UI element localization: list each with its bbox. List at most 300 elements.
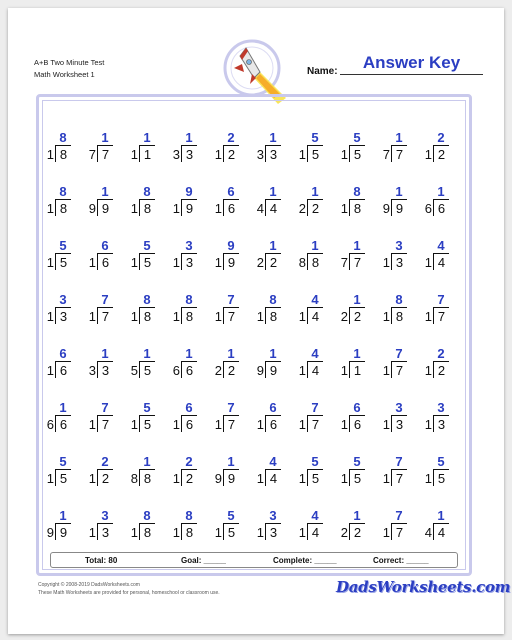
division-problem [382, 128, 412, 168]
quotient-answer: 1 [395, 130, 403, 145]
division-problem [46, 344, 76, 384]
division-problem [256, 290, 286, 330]
dividend: 5 [311, 147, 320, 162]
division-problem [298, 236, 328, 276]
quotient-answer: 8 [59, 184, 67, 199]
dividend: 7 [101, 309, 110, 324]
copyright-notice [38, 581, 220, 597]
dividend: 3 [185, 147, 194, 162]
dividend: 7 [395, 471, 404, 486]
divisor: 1 [88, 525, 96, 540]
division-problem [46, 398, 76, 438]
dividend: 2 [227, 363, 236, 378]
dividend: 8 [185, 525, 194, 540]
quotient-answer: 7 [395, 454, 403, 469]
dividend: 4 [269, 471, 278, 486]
dividend: 1 [143, 147, 152, 162]
divisor: 1 [256, 525, 264, 540]
dividend: 6 [185, 417, 194, 432]
quotient-answer: 4 [269, 454, 277, 469]
division-problem [130, 236, 160, 276]
division-problem [382, 452, 412, 492]
dividend: 8 [395, 309, 404, 324]
quotient-answer: 1 [59, 400, 67, 415]
copyright-line: Copyright © 2008-2019 DadsWorksheets.com [38, 582, 140, 588]
divisor: 1 [172, 471, 180, 486]
dividend: 3 [269, 525, 278, 540]
division-problem [424, 452, 454, 492]
name-label: Name: [307, 66, 338, 77]
division-problem [298, 398, 328, 438]
divisor: 3 [172, 147, 180, 162]
divisor: 1 [46, 471, 54, 486]
divisor: 1 [88, 417, 96, 432]
division-problem [256, 344, 286, 384]
dividend: 8 [353, 201, 362, 216]
division-problem [172, 344, 202, 384]
division-problem [382, 236, 412, 276]
divisor: 7 [382, 147, 390, 162]
quotient-answer: 1 [227, 346, 235, 361]
quotient-answer: 1 [395, 184, 403, 199]
dividend: 2 [269, 255, 278, 270]
division-problem [172, 398, 202, 438]
divisor: 1 [382, 255, 390, 270]
division-problem [172, 452, 202, 492]
quotient-answer: 5 [59, 454, 67, 469]
divisor: 1 [130, 309, 138, 324]
dividend: 9 [395, 201, 404, 216]
divisor: 1 [88, 471, 96, 486]
division-problem [214, 128, 244, 168]
dividend: 8 [143, 309, 152, 324]
divisor: 9 [214, 471, 222, 486]
dividend: 5 [143, 255, 152, 270]
divisor: 1 [172, 201, 180, 216]
problem-row [43, 290, 466, 344]
division-problem [340, 236, 370, 276]
divisor: 3 [88, 363, 96, 378]
divisor: 3 [256, 147, 264, 162]
dividend: 7 [353, 255, 362, 270]
division-problem [46, 182, 76, 222]
divisor: 2 [214, 363, 222, 378]
quotient-answer: 2 [437, 346, 445, 361]
divisor: 1 [298, 471, 306, 486]
division-problem [130, 506, 160, 546]
division-problem [214, 290, 244, 330]
complete-field[interactable]: Complete: _____ [273, 556, 337, 565]
worksheet-title: A+B Two Minute Test [34, 58, 105, 67]
divisor: 1 [172, 255, 180, 270]
divisor: 1 [214, 201, 222, 216]
divisor: 1 [424, 363, 432, 378]
dividend: 6 [437, 201, 446, 216]
dividend: 3 [59, 309, 68, 324]
division-problem [214, 452, 244, 492]
division-problem [340, 182, 370, 222]
division-problem [256, 506, 286, 546]
quotient-answer: 1 [143, 346, 151, 361]
divisor: 9 [46, 525, 54, 540]
dividend: 1 [353, 363, 362, 378]
division-problem [172, 128, 202, 168]
divisor: 1 [130, 525, 138, 540]
dividend: 5 [143, 363, 152, 378]
quotient-answer: 3 [59, 292, 67, 307]
divisor: 1 [256, 471, 264, 486]
quotient-answer: 1 [59, 508, 67, 523]
divisor: 1 [298, 147, 306, 162]
divisor: 4 [256, 201, 264, 216]
quotient-answer: 7 [437, 292, 445, 307]
division-problem [340, 398, 370, 438]
dividend: 9 [227, 255, 236, 270]
quotient-answer: 1 [437, 508, 445, 523]
dividend: 4 [437, 255, 446, 270]
division-problem [46, 236, 76, 276]
quotient-answer: 5 [59, 238, 67, 253]
dividend: 4 [311, 363, 320, 378]
dividend: 6 [269, 417, 278, 432]
division-problem [298, 506, 328, 546]
divisor: 1 [298, 363, 306, 378]
divisor: 1 [46, 201, 54, 216]
division-problem [256, 398, 286, 438]
dividend: 7 [395, 525, 404, 540]
divisor: 9 [382, 201, 390, 216]
division-problem [88, 290, 118, 330]
quotient-answer: 3 [437, 400, 445, 415]
division-problem [172, 290, 202, 330]
dividend: 3 [101, 525, 110, 540]
dividend: 8 [143, 525, 152, 540]
division-problem [298, 128, 328, 168]
dividend: 2 [227, 147, 236, 162]
divisor: 1 [256, 309, 264, 324]
divisor: 2 [298, 201, 306, 216]
dividend: 3 [101, 363, 110, 378]
quotient-answer: 7 [101, 400, 109, 415]
quotient-answer: 7 [395, 346, 403, 361]
dividend: 9 [59, 525, 68, 540]
division-problem [382, 182, 412, 222]
dividend: 9 [185, 201, 194, 216]
dividend: 8 [59, 147, 68, 162]
divisor: 1 [130, 417, 138, 432]
quotient-answer: 5 [311, 454, 319, 469]
dividend: 5 [227, 525, 236, 540]
division-problem [382, 506, 412, 546]
divisor: 1 [298, 417, 306, 432]
quotient-answer: 2 [227, 130, 235, 145]
problem-row [43, 398, 466, 452]
quotient-answer: 6 [185, 400, 193, 415]
division-problem [46, 128, 76, 168]
quotient-answer: 5 [353, 130, 361, 145]
quotient-answer: 5 [353, 454, 361, 469]
divisor: 2 [256, 255, 264, 270]
dividend: 7 [101, 147, 110, 162]
dividend: 8 [59, 201, 68, 216]
quotient-answer: 8 [59, 130, 67, 145]
quotient-answer: 8 [185, 292, 193, 307]
quotient-answer: 5 [437, 454, 445, 469]
dividend: 7 [227, 309, 236, 324]
quotient-answer: 8 [143, 292, 151, 307]
dividend: 2 [101, 471, 110, 486]
divisor: 1 [424, 309, 432, 324]
dividend: 8 [311, 255, 320, 270]
division-problem [46, 452, 76, 492]
divisor: 1 [382, 417, 390, 432]
dividend: 8 [185, 309, 194, 324]
divisor: 1 [340, 363, 348, 378]
division-problem [256, 128, 286, 168]
quotient-answer: 1 [353, 238, 361, 253]
site-logo[interactable]: DadsWorksheets.com [336, 578, 511, 596]
quotient-answer: 5 [143, 238, 151, 253]
worksheet-subtitle: Math Worksheet 1 [34, 70, 95, 79]
quotient-answer: 5 [143, 400, 151, 415]
quotient-answer: 1 [101, 184, 109, 199]
dividend: 9 [101, 201, 110, 216]
quotient-answer: 3 [185, 238, 193, 253]
quotient-answer: 3 [101, 508, 109, 523]
dividend: 7 [227, 417, 236, 432]
divisor: 1 [172, 417, 180, 432]
divisor: 1 [340, 147, 348, 162]
quotient-answer: 9 [227, 238, 235, 253]
divisor: 9 [88, 201, 96, 216]
dividend: 6 [227, 201, 236, 216]
divisor: 1 [130, 201, 138, 216]
divisor: 1 [130, 255, 138, 270]
quotient-answer: 6 [353, 400, 361, 415]
correct-field[interactable]: Correct: _____ [373, 556, 429, 565]
divisor: 1 [172, 309, 180, 324]
division-problem [424, 344, 454, 384]
division-problem [130, 452, 160, 492]
division-problem [256, 452, 286, 492]
quotient-answer: 3 [395, 400, 403, 415]
quotient-answer: 9 [185, 184, 193, 199]
quotient-answer: 2 [185, 454, 193, 469]
division-problem [424, 290, 454, 330]
dividend: 5 [437, 471, 446, 486]
answer-key-title: Answer Key [362, 53, 461, 72]
division-problem [130, 290, 160, 330]
divisor: 1 [214, 255, 222, 270]
quotient-answer: 7 [227, 292, 235, 307]
dividend: 5 [311, 471, 320, 486]
dividend: 4 [437, 525, 446, 540]
divisor: 1 [46, 147, 54, 162]
quotient-answer: 1 [311, 238, 319, 253]
division-problem [172, 182, 202, 222]
quotient-answer: 1 [185, 130, 193, 145]
division-problem [88, 182, 118, 222]
dividend: 5 [59, 471, 68, 486]
score-bar [50, 552, 458, 568]
dividend: 2 [185, 471, 194, 486]
dividend: 5 [143, 417, 152, 432]
division-problem [88, 236, 118, 276]
quotient-answer: 8 [353, 184, 361, 199]
divisor: 1 [88, 255, 96, 270]
quotient-answer: 2 [437, 130, 445, 145]
divisor: 1 [298, 525, 306, 540]
quotient-answer: 4 [311, 346, 319, 361]
divisor: 1 [382, 471, 390, 486]
divisor: 1 [424, 417, 432, 432]
division-problem [88, 344, 118, 384]
divisor: 8 [130, 471, 138, 486]
problem-row [43, 182, 466, 236]
divisor: 8 [298, 255, 306, 270]
dividend: 5 [353, 147, 362, 162]
divisor: 1 [256, 417, 264, 432]
dividend: 2 [437, 147, 446, 162]
division-problem [340, 344, 370, 384]
quotient-answer: 7 [311, 400, 319, 415]
dividend: 2 [437, 363, 446, 378]
dividend: 6 [59, 363, 68, 378]
divisor: 4 [424, 525, 432, 540]
problem-row [43, 452, 466, 506]
dividend: 4 [269, 201, 278, 216]
dividend: 2 [311, 201, 320, 216]
division-problem [130, 398, 160, 438]
divisor: 1 [214, 417, 222, 432]
divisor: 1 [382, 363, 390, 378]
quotient-answer: 8 [185, 508, 193, 523]
dividend: 6 [353, 417, 362, 432]
division-problem [298, 290, 328, 330]
quotient-answer: 2 [101, 454, 109, 469]
divisor: 1 [88, 309, 96, 324]
quotient-answer: 6 [101, 238, 109, 253]
quotient-answer: 8 [143, 184, 151, 199]
dividend: 3 [269, 147, 278, 162]
division-problem [214, 398, 244, 438]
dividend: 7 [437, 309, 446, 324]
dividend: 3 [395, 255, 404, 270]
divisor: 1 [340, 471, 348, 486]
quotient-answer: 6 [227, 184, 235, 199]
quotient-answer: 3 [395, 238, 403, 253]
quotient-answer: 1 [269, 346, 277, 361]
quotient-answer: 6 [269, 400, 277, 415]
division-problem [256, 236, 286, 276]
name-field[interactable] [340, 74, 483, 75]
dividend: 7 [311, 417, 320, 432]
quotient-answer: 4 [311, 508, 319, 523]
quotient-answer: 3 [269, 508, 277, 523]
division-problem [424, 128, 454, 168]
quotient-answer: 4 [437, 238, 445, 253]
division-problem [46, 290, 76, 330]
divisor: 1 [46, 309, 54, 324]
division-problem [88, 398, 118, 438]
division-problem [172, 506, 202, 546]
division-problem [130, 128, 160, 168]
dividend: 6 [101, 255, 110, 270]
quotient-answer: 7 [101, 292, 109, 307]
dividend: 7 [395, 363, 404, 378]
divisor: 5 [130, 363, 138, 378]
divisor: 1 [130, 147, 138, 162]
divisor: 1 [340, 417, 348, 432]
total-count: Total: 80 [85, 556, 118, 565]
division-problem [340, 506, 370, 546]
problem-row [43, 128, 466, 182]
quotient-answer: 5 [311, 130, 319, 145]
quotient-answer: 1 [143, 130, 151, 145]
quotient-answer: 1 [101, 346, 109, 361]
divisor: 9 [256, 363, 264, 378]
usage-line: These Math Worksheets are provided for personal, homeschool or classroom use. [38, 590, 220, 596]
divisor: 6 [172, 363, 180, 378]
divisor: 1 [214, 525, 222, 540]
division-problem [298, 182, 328, 222]
divisor: 1 [46, 363, 54, 378]
quotient-answer: 5 [227, 508, 235, 523]
problem-row [43, 236, 466, 290]
division-problem [382, 398, 412, 438]
division-problem [256, 182, 286, 222]
division-problem [214, 236, 244, 276]
divisor: 1 [382, 525, 390, 540]
division-problem [382, 290, 412, 330]
division-problem [130, 344, 160, 384]
division-problem [424, 398, 454, 438]
quotient-answer: 7 [227, 400, 235, 415]
divisor: 7 [88, 147, 96, 162]
worksheet-header [34, 57, 104, 81]
quotient-answer: 1 [269, 238, 277, 253]
division-problem [46, 506, 76, 546]
division-problem [214, 182, 244, 222]
division-problem [340, 290, 370, 330]
divisor: 1 [340, 201, 348, 216]
quotient-answer: 1 [143, 454, 151, 469]
quotient-answer: 1 [227, 454, 235, 469]
dividend: 9 [269, 363, 278, 378]
division-problem [214, 506, 244, 546]
quotient-answer: 6 [59, 346, 67, 361]
division-problem [172, 236, 202, 276]
dividend: 5 [59, 255, 68, 270]
divisor: 1 [382, 309, 390, 324]
quotient-answer: 1 [437, 184, 445, 199]
division-problem [382, 344, 412, 384]
dividend: 3 [437, 417, 446, 432]
quotient-answer: 8 [395, 292, 403, 307]
quotient-answer: 4 [311, 292, 319, 307]
dividend: 2 [353, 525, 362, 540]
divisor: 7 [340, 255, 348, 270]
goal-field[interactable]: Goal: _____ [181, 556, 226, 565]
division-problem [88, 128, 118, 168]
quotient-answer: 8 [143, 508, 151, 523]
dividend: 7 [101, 417, 110, 432]
division-problem [424, 506, 454, 546]
dividend: 4 [311, 525, 320, 540]
divisor: 1 [424, 471, 432, 486]
division-problem [424, 182, 454, 222]
dividend: 8 [143, 201, 152, 216]
